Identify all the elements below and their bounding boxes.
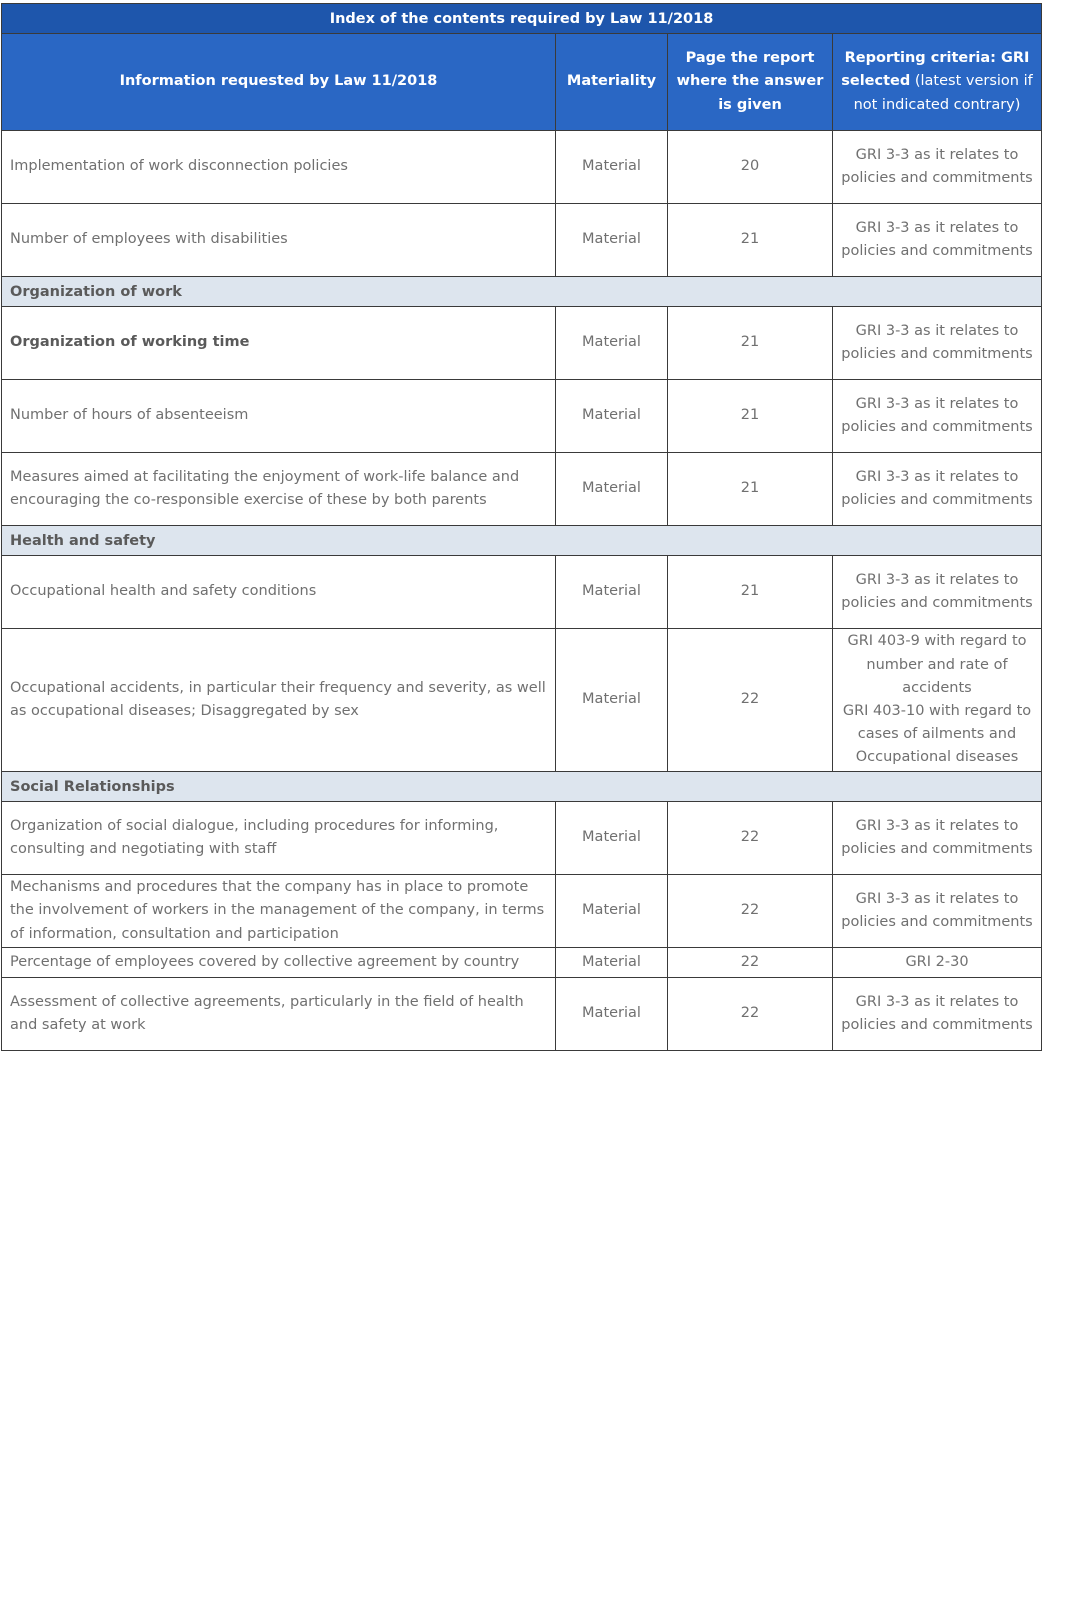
table-row	[2, 802, 1042, 875]
page-cell: 21	[668, 556, 833, 629]
section-heading: Health and safety	[2, 526, 1042, 556]
materiality-cell: Material	[556, 875, 668, 948]
table-header-row	[2, 34, 1042, 131]
table-row	[2, 380, 1042, 453]
section-row	[2, 772, 1042, 802]
page-cell: 21	[668, 307, 833, 380]
section-heading: Social Relationships	[2, 772, 1042, 802]
criteria-line: GRI 403-9 with regard to number and rate of accidents	[847, 633, 1027, 696]
header-criteria-note: (latest version if not indicated contrary)	[853, 73, 1033, 113]
table-row	[2, 204, 1042, 277]
table-row	[2, 948, 1042, 978]
criteria-line: GRI 403-10 with regard to cases of ailments and Occupational diseases	[842, 703, 1032, 766]
criteria-cell: GRI 3-3 as it relates to policies and commitments	[833, 802, 1042, 875]
header-criteria	[833, 34, 1042, 131]
page-cell: 21	[668, 453, 833, 526]
header-criteria-bold: Reporting criteria: GRI selected	[841, 50, 1030, 90]
table-row	[2, 453, 1042, 526]
page-cell: 21	[668, 204, 833, 277]
criteria-cell: GRI 3-3 as it relates to policies and commitments	[833, 556, 1042, 629]
information-cell: Mechanisms and procedures that the company has in place to promote the involvement of workers in the management of the company, in terms of information, consultation and participation	[2, 875, 556, 948]
materiality-cell: Material	[556, 978, 668, 1051]
information-cell: Number of employees with disabilities	[2, 204, 556, 277]
page-cell: 22	[668, 948, 833, 978]
criteria-cell: GRI 3-3 as it relates to policies and commitments	[833, 131, 1042, 204]
criteria-cell: GRI 3-3 as it relates to policies and commitments	[833, 380, 1042, 453]
table-row	[2, 629, 1042, 772]
table-row	[2, 875, 1042, 948]
section-row	[2, 277, 1042, 307]
page-cell: 22	[668, 629, 833, 772]
materiality-cell: Material	[556, 380, 668, 453]
criteria-cell: GRI 3-3 as it relates to policies and commitments	[833, 875, 1042, 948]
information-cell: Assessment of collective agreements, particularly in the field of health and safety at work	[2, 978, 556, 1051]
page-cell: 20	[668, 131, 833, 204]
information-cell: Occupational accidents, in particular their frequency and severity, as well as occupational diseases; Disaggregated by sex	[2, 629, 556, 772]
criteria-cell: GRI 3-3 as it relates to policies and commitments	[833, 307, 1042, 380]
information-cell: Organization of social dialogue, including procedures for informing, consulting and negotiating with staff	[2, 802, 556, 875]
criteria-cell: GRI 2-30	[833, 948, 1042, 978]
materiality-cell: Material	[556, 948, 668, 978]
information-cell: Occupational health and safety conditions	[2, 556, 556, 629]
table-row	[2, 978, 1042, 1051]
criteria-cell: GRI 3-3 as it relates to policies and commitments	[833, 978, 1042, 1051]
page-cell: 22	[668, 978, 833, 1051]
information-cell: Percentage of employees covered by collective agreement by country	[2, 948, 556, 978]
materiality-cell: Material	[556, 453, 668, 526]
law-index-table	[1, 3, 1042, 1051]
page-cell: 22	[668, 802, 833, 875]
materiality-cell: Material	[556, 204, 668, 277]
information-cell: Organization of working time	[2, 307, 556, 380]
table-row	[2, 556, 1042, 629]
table-row	[2, 307, 1042, 380]
materiality-cell: Material	[556, 629, 668, 772]
materiality-cell: Material	[556, 802, 668, 875]
information-cell: Implementation of work disconnection policies	[2, 131, 556, 204]
page-cell: 21	[668, 380, 833, 453]
table-title: Index of the contents required by Law 11/2018	[2, 4, 1042, 34]
criteria-cell: GRI 3-3 as it relates to policies and commitments	[833, 453, 1042, 526]
criteria-cell: GRI 3-3 as it relates to policies and commitments	[833, 204, 1042, 277]
materiality-cell: Material	[556, 131, 668, 204]
criteria-cell	[833, 629, 1042, 772]
header-information: Information requested by Law 11/2018	[2, 34, 556, 131]
materiality-cell: Material	[556, 556, 668, 629]
header-page: Page the report where the answer is given	[668, 34, 833, 131]
information-cell: Measures aimed at facilitating the enjoyment of work-life balance and encouraging the co-responsible exercise of these by both parents	[2, 453, 556, 526]
table-title-row	[2, 4, 1042, 34]
materiality-cell: Material	[556, 307, 668, 380]
section-row	[2, 526, 1042, 556]
page-cell: 22	[668, 875, 833, 948]
table-row	[2, 131, 1042, 204]
information-cell: Number of hours of absenteeism	[2, 380, 556, 453]
section-heading: Organization of work	[2, 277, 1042, 307]
header-materiality: Materiality	[556, 34, 668, 131]
